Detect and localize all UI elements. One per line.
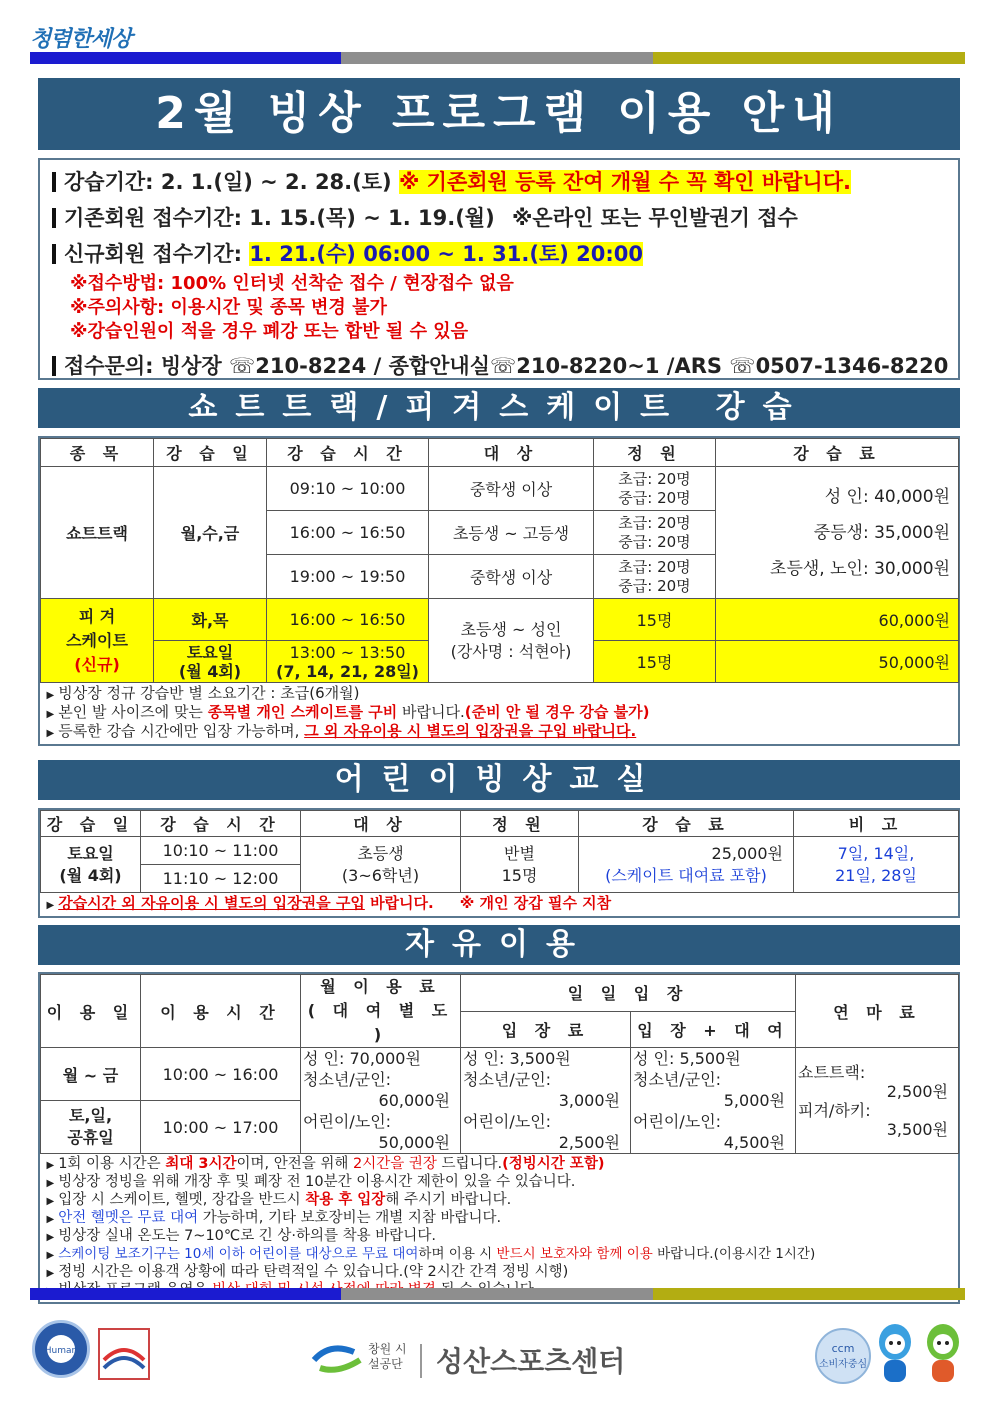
new-value: 1. 21.(수) 06:00 ~ 1. 31.(토) 20:00 xyxy=(249,242,644,266)
kids-day: 토요일 (월 4회) xyxy=(41,837,141,893)
note-caution: ※주의사항: 이용시간 및 종목 변경 불가 xyxy=(70,297,387,318)
lesson-capacity: 초급: 20명 중급: 20명 xyxy=(594,467,716,511)
info-box xyxy=(38,158,960,380)
section-free-title: 자유이용 xyxy=(38,925,960,965)
note-item: ▶ 스케이팅 보조기구는 10세 이하 어린이를 대상으로 무료 대여하며 이용 시 반드시 보호자와 함께 이용 바랍니다.(이용시간 1시간) xyxy=(46,1246,816,1262)
mascot-green-icon xyxy=(920,1320,966,1392)
lesson-target: 중학생 이상 xyxy=(429,555,594,599)
new-line xyxy=(52,238,946,268)
figure-time-1: 16:00 ~ 16:50 xyxy=(267,599,429,641)
note-cancel: ※강습인원이 적을 경우 폐강 또는 합반 될 수 있음 xyxy=(70,321,469,342)
note-method: ※접수방법: 100% 인터넷 선착순 접수 / 현장접수 없음 xyxy=(70,273,514,294)
figure-fee-2: 50,000원 xyxy=(716,641,959,683)
col-header: 대 상 xyxy=(301,811,461,837)
col-header: 입 장 료 xyxy=(461,1011,631,1048)
lesson-time: 19:00 ~ 19:50 xyxy=(267,555,429,599)
lesson-time: 16:00 ~ 16:50 xyxy=(267,511,429,555)
ccm-badge: ccm 소비자중심 xyxy=(815,1328,871,1384)
certification-seal xyxy=(98,1328,150,1380)
section-kids-title: 어린이빙상교실 xyxy=(38,760,960,800)
monthly-fees: 성 인: 70,000원 청소년/군인: 60,000원 어린이/노인: 50,000원 xyxy=(301,1048,461,1154)
figure-capacity-1: 15명 xyxy=(594,599,716,641)
entry-rent-fees: 성 인: 5,500원 청소년/군인: 5,000원 어린이/노인: 4,500원 xyxy=(631,1048,796,1154)
col-header: 강 습 일 xyxy=(41,811,141,837)
entry-fees: 성 인: 3,500원 청소년/군인: 3,000원 어린이/노인: 2,500원 xyxy=(461,1048,631,1154)
free-use-notes xyxy=(41,1154,959,1303)
period-line xyxy=(52,166,946,196)
lessons-notes xyxy=(41,683,959,745)
col-header: 종 목 xyxy=(41,439,154,467)
col-header: 일 일 입 장 xyxy=(461,975,796,1012)
free-use-table xyxy=(38,972,960,1304)
existing-note: ※온라인 또는 무인발권기 접수 xyxy=(512,206,798,230)
page-title: 2월 빙상 프로그램 이용 안내 xyxy=(38,78,960,150)
note-item: ▶ 본인 발 사이즈에 맞는 종목별 개인 스케이트를 구비 바랍니다.(준비 안 될 경우 강습 불가) xyxy=(46,703,650,721)
note-item: ▶ 등록한 강습 시간에만 입장 가능하며, 그 외 자유이용 시 별도의 입장권을 구입 바랍니다. xyxy=(46,722,637,740)
col-header: 강 습 일 xyxy=(154,439,267,467)
col-header: 정 원 xyxy=(594,439,716,467)
section-lessons-title: 쇼트트랙/피겨스케이트 강습 xyxy=(38,388,960,428)
divider xyxy=(420,1344,422,1378)
col-header: 이 용 일 xyxy=(41,975,141,1048)
new-label: 신규회원 접수기간: xyxy=(64,242,242,266)
kids-fee: 25,000원 (스케이트 대여료 포함) xyxy=(579,837,794,893)
note-item: ▶ 빙상장 실내 온도는 7~10℃로 긴 상·하의를 착용 바랍니다. xyxy=(46,1228,436,1244)
annual-fees: 쇼트트랙: 2,500원 피겨/하키: 3,500원 xyxy=(796,1048,959,1154)
lesson-capacity: 초급: 20명 중급: 20명 xyxy=(594,555,716,599)
short-track-name: 쇼트트랙 xyxy=(41,467,154,599)
top-color-bar xyxy=(30,52,965,64)
figure-target: 초등생 ~ 성인 (강사명 : 석현아) xyxy=(429,599,594,683)
col-header: 월 이 용 료 ( 대 여 별 도 ) xyxy=(301,975,461,1048)
col-header: 강 습 시 간 xyxy=(141,811,301,837)
figure-fee-1: 60,000원 xyxy=(716,599,959,641)
svg-text:Human: Human xyxy=(44,1346,78,1356)
figure-name: 피 겨 스케이트 (신규) xyxy=(41,599,154,683)
weekend-label: 토,일, 공휴일 xyxy=(41,1101,141,1154)
period-note: ※ 기존회원 등록 잔여 개월 수 꼭 확인 바랍니다. xyxy=(398,170,851,194)
weekday-label: 월 ~ 금 xyxy=(41,1048,141,1101)
col-header: 연 마 료 xyxy=(796,975,959,1048)
note-item: ▶ 입장 시 스케이트, 헬멧, 장갑을 반드시 착용 후 입장해 주시기 바랍니다. xyxy=(46,1192,512,1208)
figure-days-1: 화,목 xyxy=(154,599,267,641)
short-track-days: 월,수,금 xyxy=(154,467,267,599)
note-item: ▶ 빙상장 정빙을 위해 개장 후 및 폐장 전 10분간 이용시간 제한이 있을 수 있습니다. xyxy=(46,1174,576,1190)
mascot-blue-icon xyxy=(872,1320,918,1392)
col-header: 입 장 + 대 여 xyxy=(631,1011,796,1048)
kids-remark: 7일, 14일, 21일, 28일 xyxy=(794,837,959,893)
weekday-time: 10:00 ~ 16:00 xyxy=(141,1048,301,1101)
note-item: ▶ 안전 헬멧은 무료 대여 가능하며, 기타 보호장비는 개별 지참 바랍니다. xyxy=(46,1210,502,1226)
kids-time-1: 10:10 ~ 11:00 xyxy=(141,837,301,865)
col-header: 대 상 xyxy=(429,439,594,467)
col-header: 강 습 료 xyxy=(716,439,959,467)
col-header: 이 용 시 간 xyxy=(141,975,301,1048)
note-item: ▶ 빙상장 정규 강습반 별 소요기간 : 초급(6개월) xyxy=(46,684,360,702)
short-track-fees: 성 인: 40,000원 중등생: 35,000원 초등생, 노인: 30,000원 xyxy=(716,467,959,599)
col-header: 비 고 xyxy=(794,811,959,837)
col-header: 강 습 시 간 xyxy=(267,439,429,467)
human-rights-seal xyxy=(32,1320,90,1378)
kids-table xyxy=(38,808,960,918)
lessons-table xyxy=(38,436,960,746)
period-label: 강습기간: 2. 1.(일) ~ 2. 28.(토) xyxy=(64,170,392,194)
figure-capacity-2: 15명 xyxy=(594,641,716,683)
lesson-target: 초등생 ~ 고등생 xyxy=(429,511,594,555)
note-item: ▶ 1회 이용 시간은 최대 3시간이며, 안전을 위해 2시간을 권장 드립니다.(정빙시간 포함) xyxy=(46,1156,605,1172)
lesson-time: 09:10 ~ 10:00 xyxy=(267,467,429,511)
col-header: 정 원 xyxy=(461,811,579,837)
changwon-logo xyxy=(310,1340,366,1380)
org-main-name: 성산스포츠센터 xyxy=(436,1345,626,1378)
bottom-color-bar xyxy=(30,1288,965,1300)
note-item: ▶ 정빙 시간은 이용객 상황에 따라 탄력적일 수 있습니다.(약 2시간 간격 정빙 시행) xyxy=(46,1264,569,1280)
clean-world-logo: 청렴한세상 xyxy=(30,27,132,52)
kids-capacity: 반별 15명 xyxy=(461,837,579,893)
lesson-target: 중학생 이상 xyxy=(429,467,594,511)
org-small-name: 창원 시설공단 xyxy=(368,1342,407,1371)
existing-line xyxy=(52,202,946,232)
kids-notes: ▶ 강습시간 외 자유이용 시 별도의 입장권을 구입 바랍니다. ※ 개인 장갑 필수 지참 xyxy=(46,894,612,912)
figure-time-2: 13:00 ~ 13:50 (7, 14, 21, 28일) xyxy=(267,641,429,683)
figure-days-2: 토요일 (월 4회) xyxy=(154,641,267,683)
contact-line xyxy=(52,350,949,380)
weekend-time: 10:00 ~ 17:00 xyxy=(141,1101,301,1154)
lesson-capacity: 초급: 20명 중급: 20명 xyxy=(594,511,716,555)
kids-target: 초등생 (3~6학년) xyxy=(301,837,461,893)
contact-text: 접수문의: 빙상장 ☏210-8224 / 종합안내실☏210-8220~1 /ARS ☏0507-1346-8220 xyxy=(64,354,949,378)
col-header: 강 습 료 xyxy=(579,811,794,837)
existing-label: 기존회원 접수기간: 1. 15.(목) ~ 1. 19.(월) xyxy=(64,206,495,230)
kids-time-2: 11:10 ~ 12:00 xyxy=(141,865,301,893)
